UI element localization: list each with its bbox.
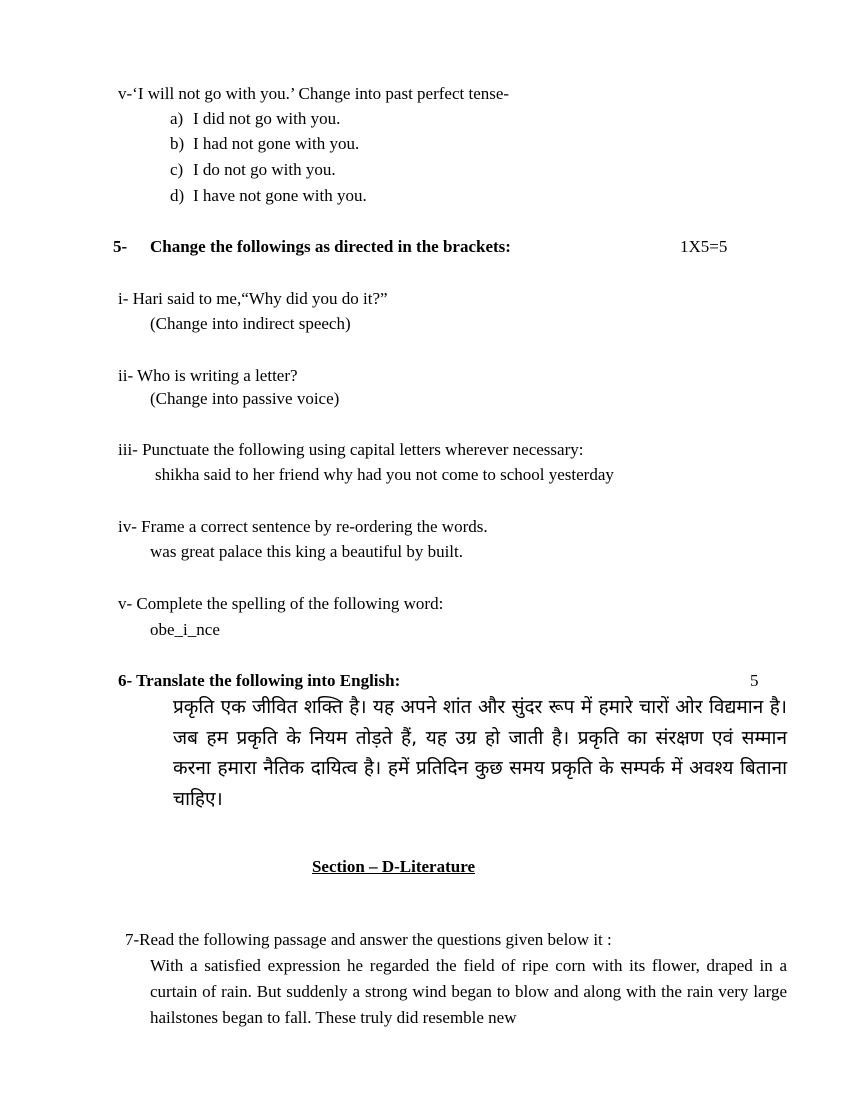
q6-marks: 5 — [750, 671, 759, 690]
option-b-label: b) — [170, 134, 185, 153]
option-c-text: I do not go with you. — [193, 160, 336, 179]
option-d-label: d) — [170, 186, 185, 205]
option-a-label: a) — [170, 109, 184, 128]
q5-number: 5- — [113, 237, 128, 256]
q5-item-5: v- Complete the spelling of the following word: — [118, 594, 444, 613]
q5-marks: 1X5=5 — [680, 237, 728, 256]
q5-item-4-text: was great palace this king a beautiful by built. — [150, 542, 463, 561]
q5-item-1-instruction: (Change into indirect speech) — [150, 314, 351, 333]
q5-title: Change the followings as directed in the brackets: — [150, 237, 511, 256]
option-a-text: I did not go with you. — [193, 109, 341, 128]
q5-item-5-text: obe_i_nce — [150, 620, 220, 639]
question-4v: v-‘I will not go with you.’ Change into past perfect tense- — [118, 84, 510, 103]
option-d-text: I have not gone with you. — [193, 186, 367, 205]
q5-item-1: i- Hari said to me,“Why did you do it?” — [118, 289, 388, 308]
option-b-text: I had not gone with you. — [193, 134, 360, 153]
option-c-label: c) — [170, 160, 184, 179]
q5-item-4: iv- Frame a correct sentence by re-ordering the words. — [118, 517, 488, 536]
q6-title: 6- Translate the following into English: — [118, 671, 401, 690]
q7-title: 7-Read the following passage and answer the questions given below it : — [125, 930, 612, 949]
q5-item-2: ii- Who is writing a letter? — [118, 366, 298, 385]
q7-passage: With a satisfied expression he regarded the field of ripe corn with its flower, draped in a curtain of rain. But suddenly a strong wind began to blow and along with the rain very large hailstones began to fall. These truly did resemble new — [150, 956, 787, 1027]
q5-item-3-text: shikha said to her friend why had you not come to school yesterday — [155, 465, 614, 484]
q5-item-2-instruction: (Change into passive voice) — [150, 389, 340, 408]
section-heading: Section – D-Literature — [311, 857, 476, 876]
hindi-passage: प्रकृति एक जीवित शक्ति है। यह अपने शांत और सुंदर रूप में हमारे चारों ओर विद्यमान है। जब हम प्रकृति के नियम तोड़ते हैं, यह उग्र हो जाती है। प्रकृति का संरक्षण एवं सम्मान करना हमारा नैतिक दायित्व है। हमें प्रतिदिन कुछ समय प्रकृति के सम्पर्क में अवश्य बिताना चाहिए। — [173, 696, 787, 810]
q5-item-3: iii- Punctuate the following using capital letters wherever necessary: — [118, 440, 584, 459]
